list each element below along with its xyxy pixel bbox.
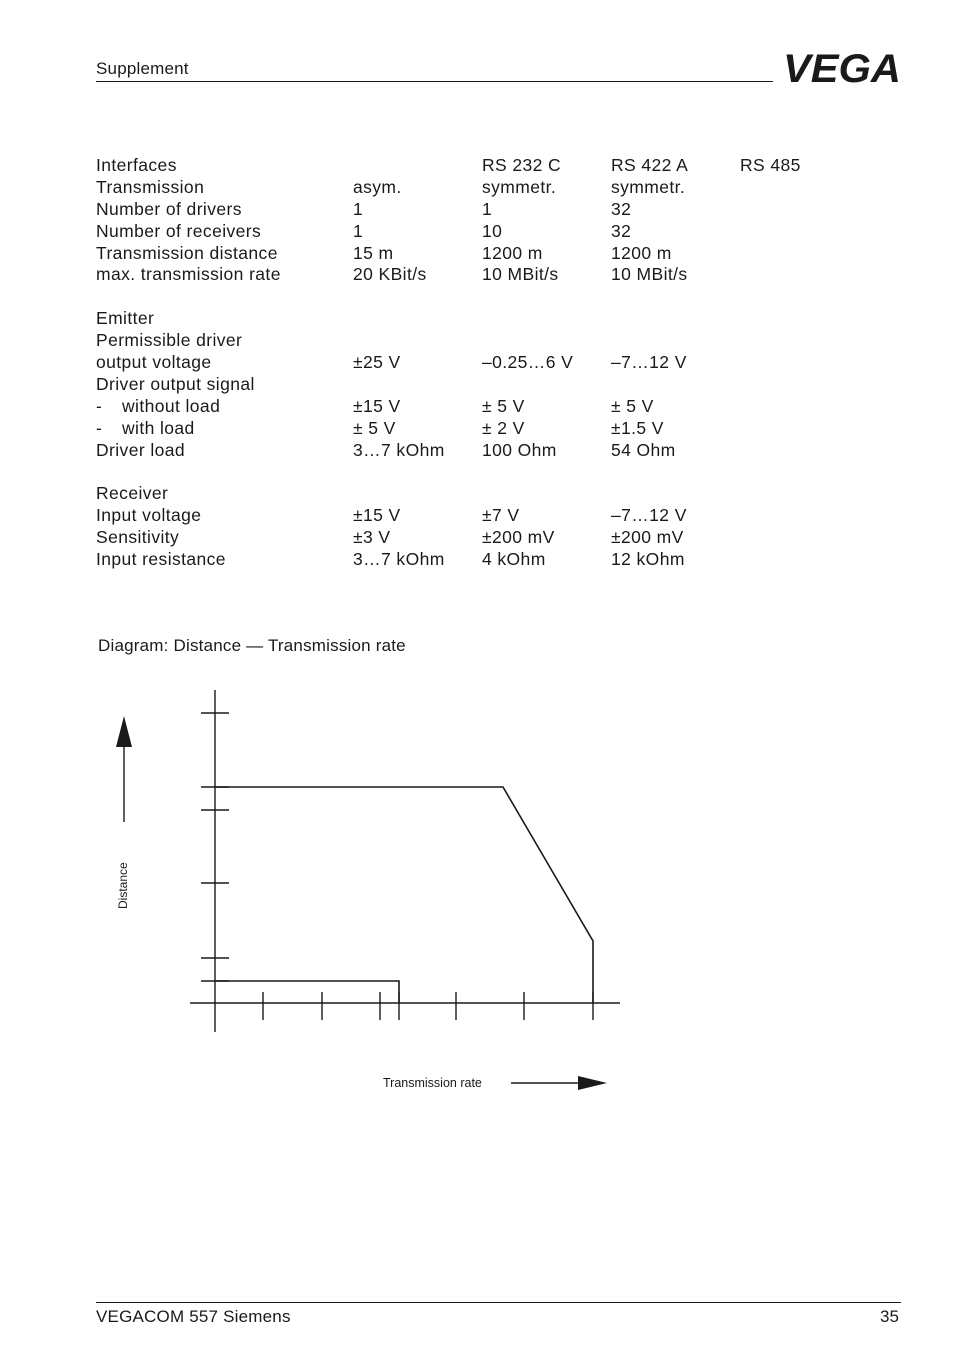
- y-axis-label: Distance: [116, 862, 130, 909]
- table-cell: ± 5 V: [611, 395, 654, 416]
- lower-limit-curve: [215, 981, 399, 1003]
- document-name: VEGACOM 557 Siemens: [96, 1307, 291, 1326]
- table-row: [96, 417, 664, 440]
- table-cell: 54 Ohm: [611, 439, 676, 460]
- table-cell: 1: [353, 220, 364, 241]
- table-cell: ± 5 V: [482, 395, 525, 416]
- row-label: Input voltage: [96, 505, 202, 526]
- table-row: [96, 308, 220, 330]
- column-header: RS 422 A: [611, 155, 689, 175]
- table-row: [96, 483, 220, 505]
- section-title: Supplement: [96, 59, 189, 78]
- arrow-right-icon: [578, 1076, 607, 1090]
- section-heading: Receiver: [96, 483, 169, 504]
- page-number: 35: [880, 1307, 899, 1326]
- list-dash: -: [96, 395, 103, 416]
- table-cell: asym.: [353, 176, 402, 197]
- row-label: Number of drivers: [96, 198, 242, 219]
- header-divider: [96, 81, 773, 82]
- row-label: Transmission: [96, 176, 205, 197]
- table-cell: 10: [482, 220, 503, 241]
- table-cell: 1: [353, 198, 364, 219]
- table-row: [96, 330, 243, 352]
- table-cell: 1200 m: [611, 242, 672, 263]
- table-cell: 20 KBit/s: [353, 264, 427, 285]
- column-header: RS 232 C: [482, 155, 562, 175]
- table-cell: 100 Ohm: [482, 439, 557, 460]
- specifications-table: [96, 155, 801, 571]
- row-label: Interfaces: [96, 155, 177, 175]
- table-cell: 1: [482, 198, 493, 219]
- row-label: Permissible driver: [96, 330, 243, 351]
- table-cell: ± 5 V: [353, 417, 396, 438]
- table-cell: 3…7 kOhm: [353, 439, 445, 460]
- table-cell: ±200 mV: [611, 527, 684, 548]
- table-cell: 1200 m: [482, 242, 543, 263]
- table-cell: ±1.5 V: [611, 417, 664, 438]
- table-cell: ±200 mV: [482, 527, 555, 548]
- table-row: [96, 264, 688, 286]
- table-cell: 15 m: [353, 242, 394, 263]
- table-cell: ±7 V: [482, 505, 520, 526]
- row-label: Input resistance: [96, 549, 226, 570]
- table-row: [96, 549, 685, 571]
- row-label: Sensitivity: [96, 527, 180, 548]
- row-label: [96, 418, 195, 438]
- table-row: [96, 395, 654, 418]
- table-row: [96, 176, 686, 199]
- table-row: [96, 352, 687, 374]
- table-cell: –7…12 V: [611, 352, 687, 373]
- vega-logo-text: VEGA: [783, 50, 901, 86]
- upper-limit-curve: [215, 787, 593, 1003]
- table-cell: –0.25…6 V: [482, 352, 574, 373]
- section-spacer: [96, 286, 220, 308]
- table-cell: ±15 V: [353, 505, 401, 526]
- table-cell: –7…12 V: [611, 505, 687, 526]
- table-cell: 10 MBit/s: [482, 264, 559, 285]
- footer-divider: [96, 1302, 901, 1303]
- table-cell: 10 MBit/s: [611, 264, 688, 285]
- table-cell: 12 kOhm: [611, 549, 685, 570]
- table-row: [96, 242, 672, 265]
- table-cell: symmetr.: [482, 176, 557, 197]
- table-cell: 4 kOhm: [482, 549, 546, 570]
- row-label: Driver output signal: [96, 373, 255, 394]
- table-cell: 32: [611, 198, 632, 219]
- table-row: [96, 198, 632, 221]
- table-row: [96, 527, 684, 549]
- section-spacer: [96, 461, 220, 483]
- row-label: Driver load: [96, 439, 186, 460]
- table-cell: 32: [611, 220, 632, 241]
- row-label: Transmission distance: [96, 242, 278, 263]
- table-row: [96, 505, 687, 527]
- table-row: [96, 220, 632, 243]
- table-cell: ±3 V: [353, 527, 391, 548]
- row-label-text: with load: [122, 417, 195, 438]
- table-cell: ± 2 V: [482, 417, 525, 438]
- x-axis-label: Transmission rate: [383, 1076, 482, 1090]
- table-row: [96, 373, 255, 396]
- column-header: RS 485: [740, 155, 801, 175]
- list-dash: -: [96, 417, 103, 438]
- row-label: [96, 396, 220, 416]
- table-cell: symmetr.: [611, 176, 686, 197]
- diagram-title: Diagram: Distance — Transmission rate: [98, 636, 406, 655]
- arrow-up-icon: [116, 716, 132, 747]
- row-label: Number of receivers: [96, 220, 262, 241]
- table-cell: ±15 V: [353, 395, 401, 416]
- table-row: [96, 155, 801, 177]
- vega-logo: [783, 50, 903, 86]
- row-label: output voltage: [96, 352, 212, 373]
- distance-rate-diagram: [0, 680, 700, 1100]
- table-cell: ±25 V: [353, 352, 401, 373]
- row-label-text: without load: [122, 395, 221, 416]
- row-label: max. transmission rate: [96, 264, 281, 285]
- table-cell: 3…7 kOhm: [353, 549, 445, 570]
- table-row: [96, 439, 676, 462]
- section-heading: Emitter: [96, 308, 155, 329]
